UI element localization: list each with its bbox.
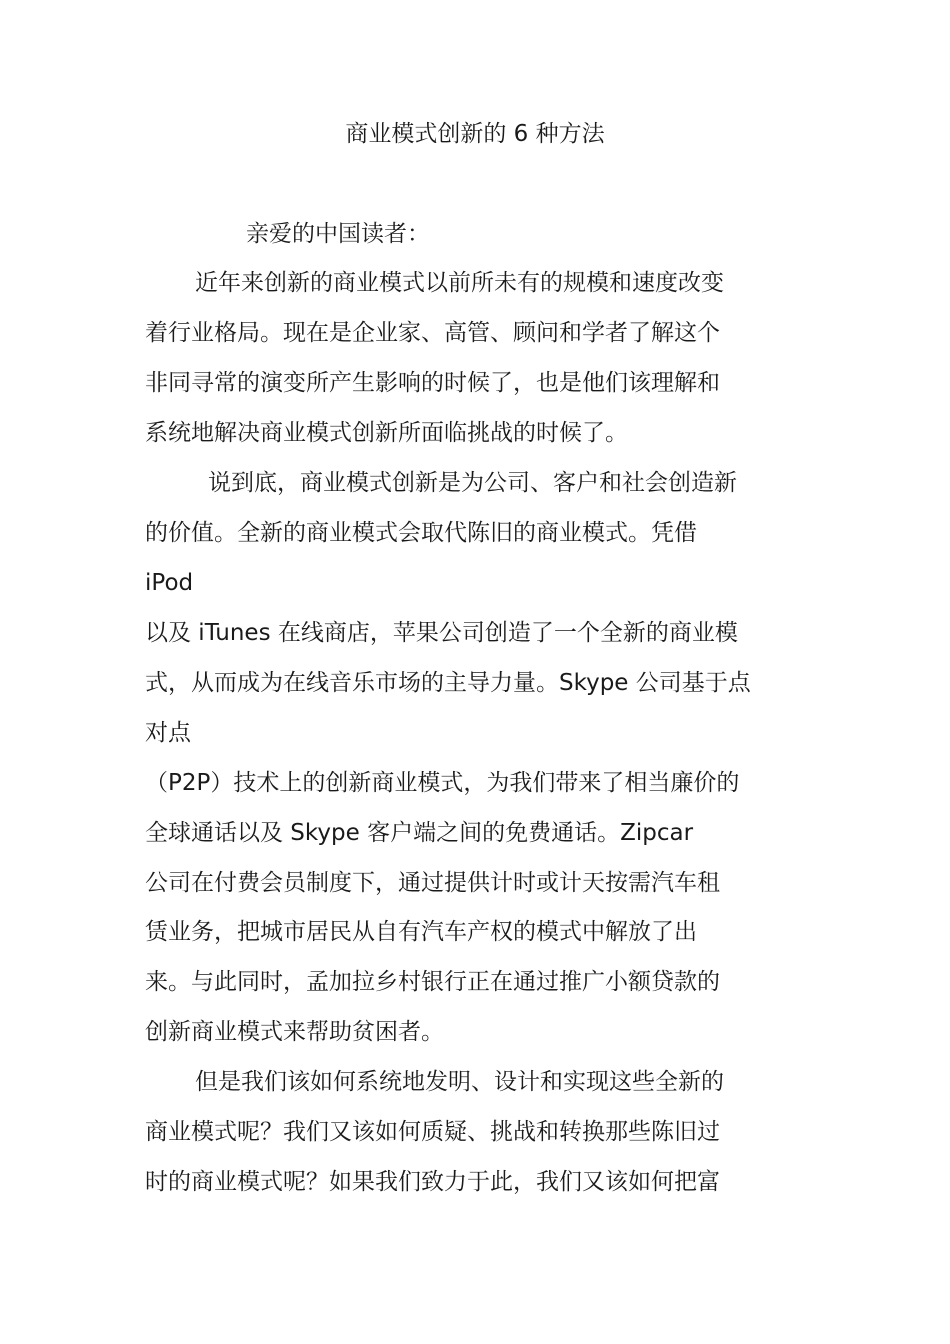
paragraph-line: 对点 [145, 720, 191, 746]
paragraph-line: 但是我们该如何系统地发明、设计和实现这些全新的 [195, 1069, 724, 1095]
paragraph-line: 公司在付费会员制度下，通过提供计时或计天按需汽车租 [145, 870, 720, 896]
paragraph-line: （P2P）技术上的创新商业模式，为我们带来了相当廉价的 [145, 770, 740, 796]
paragraph-line: 时的商业模式呢？如果我们致力于此，我们又该如何把富 [145, 1169, 720, 1195]
paragraph-line: 式，从而成为在线音乐市场的主导力量。Skype 公司基于点 [145, 670, 751, 696]
paragraph-line: 非同寻常的演变所产生影响的时候了，也是他们该理解和 [145, 370, 720, 396]
document-title: 商业模式创新的 6 种方法 [345, 121, 605, 147]
paragraph-line: 商业模式呢？我们又该如何质疑、挑战和转换那些陈旧过 [145, 1119, 720, 1145]
paragraph-line: 的价值。全新的商业模式会取代陈旧的商业模式。凭借 [145, 520, 697, 546]
paragraph-line: 赁业务，把城市居民从自有汽车产权的模式中解放了出 [145, 919, 697, 945]
paragraph-line: 说到底，商业模式创新是为公司、客户和社会创造新 [208, 470, 737, 496]
paragraph-line: 全球通话以及 Skype 客户端之间的免费通话。Zipcar [145, 820, 694, 846]
paragraph-line: 系统地解决商业模式创新所面临挑战的时候了。 [145, 420, 628, 446]
paragraph-line: 以及 iTunes 在线商店，苹果公司创造了一个全新的商业模 [145, 620, 738, 646]
paragraph-line: 来。与此同时，孟加拉乡村银行正在通过推广小额贷款的 [145, 969, 720, 995]
paragraph-line: 近年来创新的商业模式以前所未有的规模和速度改变 [195, 270, 724, 296]
paragraph-line: 创新商业模式来帮助贫困者。 [145, 1019, 444, 1045]
paragraph-line: iPod [145, 570, 194, 596]
paragraph-line: 着行业格局。现在是企业家、高管、顾问和学者了解这个 [145, 320, 720, 346]
salutation: 亲爱的中国读者： [246, 221, 430, 247]
